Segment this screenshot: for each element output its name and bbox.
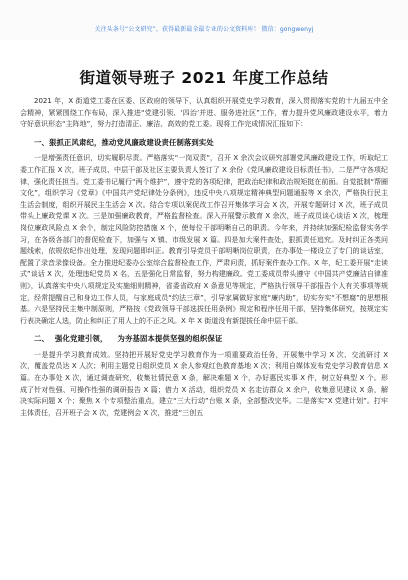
section-1-paragraph: 一是增强责任意识，切实履职尽责。严格落实“一岗双责”，召开 X 余次会议研究部署党风廉政建设工作，听取纪工委工作汇报 X 次，班子成员、中层干部及社区主要负责人签订了 X 余份《党风廉政建设目标责任书》，二是严守各项纪律，强化责任担当。党工委书记履行“两个维护”，遵守党的各项纪律，把政治纪律和政治规矩挺在前面。自觉抵制“帮圈文化”，组织学习《党章》《中国共产党纪律处分条例》，违反中央八项规定精神典型问题通报等 X 余次，严格执行民主生活会制度，组织开展民主生活会 X 次。结合专项以案促改工作召开集体学习会 X 次，开展专题研讨 X 次，班子成员带头上廉政党课 X 次。三是加强廉政教育，严格监督检查。深入开展警示教育 X 余次，班子成员谈心谈话 X 次，梳理岗位廉政风险点 X 余个，制定风险防控措施 X 个，使每位干部明晰自己的职责。今年来，并持续加强纪检监督实务学习，在各级各部门的督促检查下，加强与 X 镇、市级发展 X 篇。四是加大案件查处，狠抓责任追究。及时纠正各类问题线索，依规依纪作出处理，发现问题即纠正。教育引导党员干部明晰岗位职责，在办事处一楼设立了专门的谈话室，配置了录音录像设备。全力推进纪委办公室综合监督检查工作，严肃问责，抓好案件查办工作。X 年，纪工委开展“走读式”谈话 X 次，处理违纪党员 X 名，五是强化日常监督，努力构建廉政。党工委成员带头遵守《中国共产党廉洁自律准则》，认真落实中央八项规定及实施细则精神，省委省政府 X 条意见等规定，严格执行领导干部报告个人有关事项等规定，经常提醒自己和身边工作人员，与家庭成员“约法三章”，引导家属做好家庭“廉内助”，切实夯实“不想腐”的思想根基。六是坚持民主集中制原则，严格按《党政领导干部选拔任用条例》规定和程序任用干部，坚持集体研究，按规定实行表决确定人选，防止和纠正了用人上的不正之风。X 年 X 街道没有新提拔任命中层干部。 (20, 154, 388, 325)
section-2-paragraph: 一是提升学习教育成效。坚持把开展好党史学习教育作为一项重要政治任务，开展集中学习 X 次、交流研讨 X 次，覆盖党员达 X 人次；利用主题党日组织党员 X 余人参观红色教育基地 X 次；利用自媒体发布党史学习教育信息 X 篇。在办事处 X 次，通过调查研究，收集社情民意 X 条，解决难题 X 个，办好惠民实事 X 件，树立好典型 X 个。形成了针对性强、可操作性强的调研报告 X 篇；借力 X 活动，组织党员 X 名走访群众 X 余户，收集意见建议 X 条，解决实际问题 X 个；聚焦 X 个专项整治重点，建立“三大行动”台账 X 条，全部整改完毕。二是落实“X 党建计划”。打牢主体责任，召开班子会 X 次，党建例会 X 次，推进“三创五 (20, 350, 388, 417)
section-2-number: 二、 (34, 334, 49, 344)
section-2-lead: 强化党建引领， (55, 334, 108, 344)
banner-text[interactable]: 关注头条号“公文研究”，获得最新最全最专业的公文资料库！ 微信：gongwenyj (94, 26, 314, 33)
section-1-heading: 一、狠抓正风肃纪，推动党风廉政建设责任制落到实处 (34, 137, 214, 147)
top-banner (0, 0, 408, 40)
section-2-heading (20, 333, 388, 345)
section-2-title: 为夯基固本提供坚强的组织保证 (117, 334, 223, 344)
intro-paragraph: 2021 年，X 街道党工委在区委、区政府的领导下，认真组织开展党史学习教育，深入贯彻落实党的十九届五中全会精神，紧紧围绕工作布局，深入推进“党建引领、‘四治’并进、服务进社区”工作，着力提升党风廉政建设水平，着力守好意识形态“主阵地”，努力打造清正、廉洁、高效的党工委。现将工作完成情况汇报如下： (20, 97, 388, 129)
document-body (20, 96, 388, 419)
document-title: 街道领导班子 2021 年度工作总结 (79, 69, 329, 87)
